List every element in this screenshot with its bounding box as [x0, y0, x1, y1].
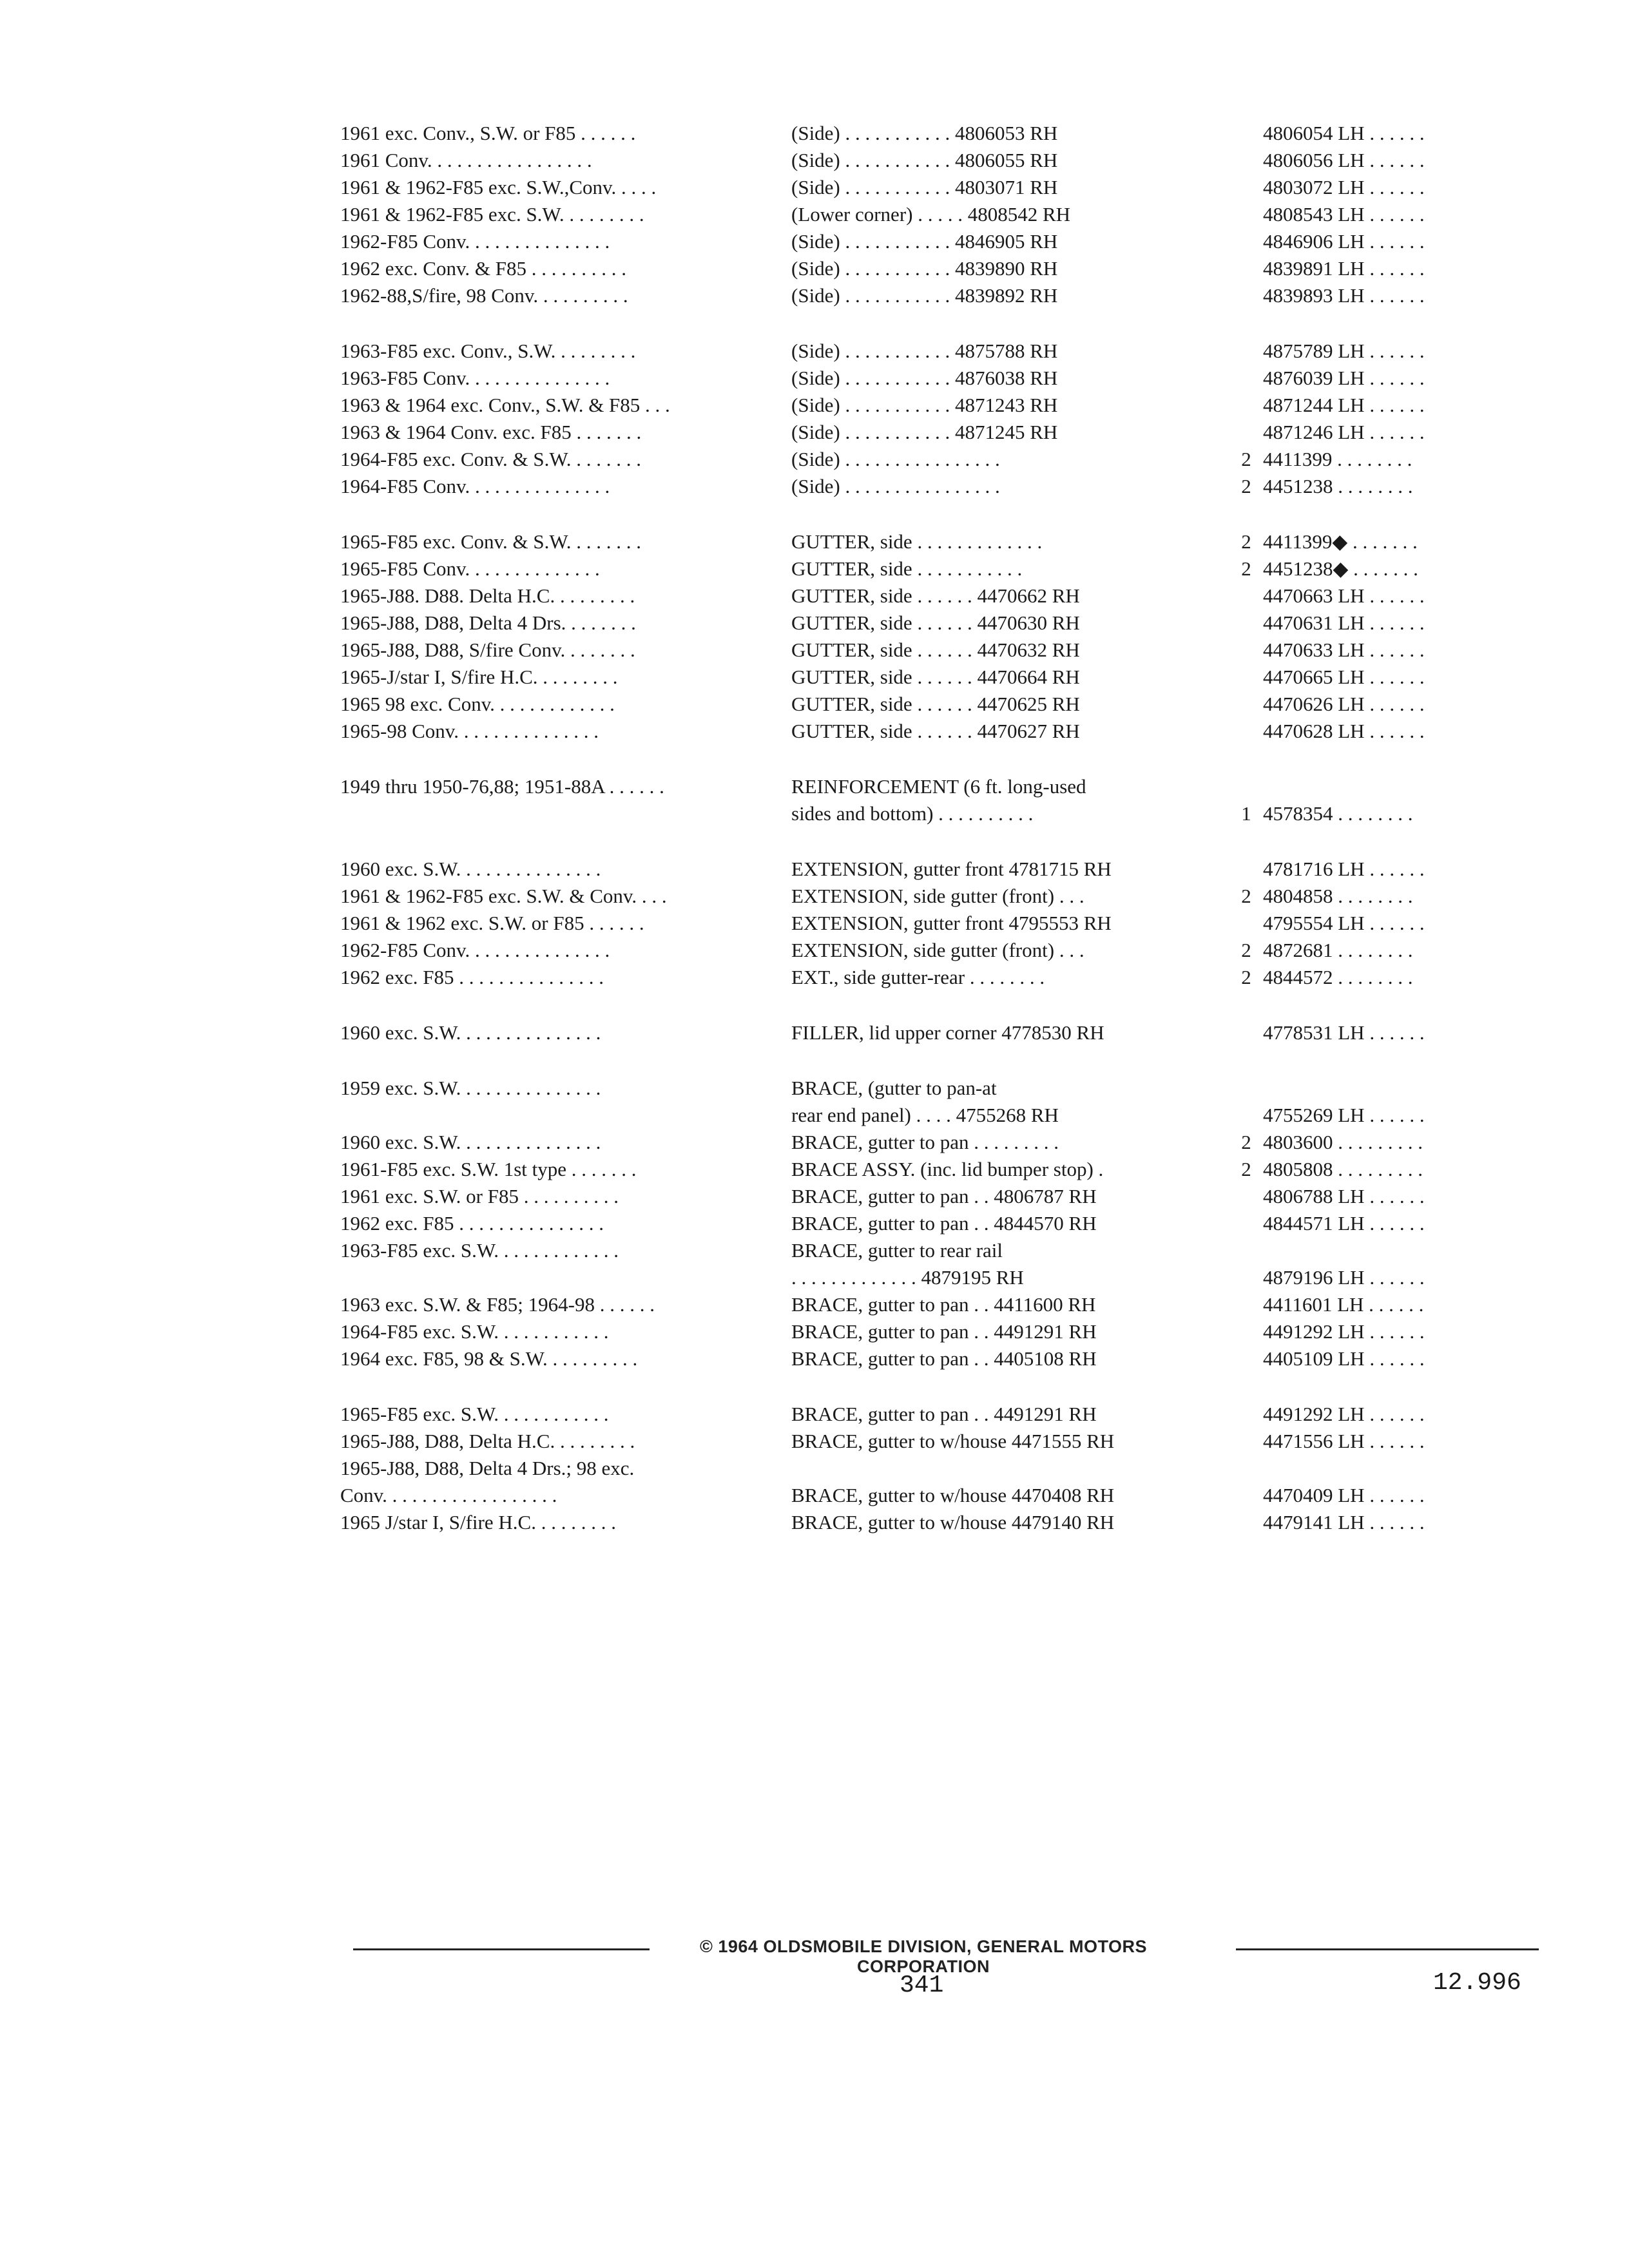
part-description-cell: BRACE, gutter to pan . . 4844570 RH: [791, 1212, 1097, 1235]
parts-row: [340, 582, 1539, 610]
parts-row: [340, 610, 1539, 637]
part-description-cell: (Side) . . . . . . . . . . . 4803071 RH: [791, 176, 1058, 198]
quantity-cell: 2: [1241, 966, 1251, 988]
model-year-cell: 1965-J88. D88. Delta H.C. . . . . . . . .: [340, 584, 635, 607]
model-year-cell: 1961 & 1962 exc. S.W. or F85 . . . . . .: [340, 912, 644, 934]
left-hand-part-cell: 4803072 LH . . . . . .: [1263, 176, 1425, 198]
quantity-cell: 2: [1241, 885, 1251, 907]
left-hand-part-cell: 4470663 LH . . . . . .: [1263, 584, 1425, 607]
quantity-cell: 2: [1241, 1158, 1251, 1180]
left-hand-part-cell: 4806788 LH . . . . . .: [1263, 1185, 1425, 1207]
parts-row: [340, 282, 1539, 309]
left-hand-part-cell: 4470633 LH . . . . . .: [1263, 639, 1425, 661]
part-description-cell: BRACE, gutter to pan . . 4411600 RH: [791, 1293, 1096, 1316]
parts-row: [340, 883, 1539, 910]
quantity-cell: 2: [1241, 448, 1251, 470]
part-description-cell: BRACE, (gutter to pan-at: [791, 1077, 997, 1099]
parts-row: [340, 1318, 1539, 1345]
parts-row: [340, 1075, 1539, 1102]
left-hand-part-cell: 4470628 LH . . . . . .: [1263, 720, 1425, 742]
model-year-cell: 1965-F85 exc. S.W. . . . . . . . . . . .: [340, 1403, 609, 1425]
model-year-cell: 1965 98 exc. Conv. . . . . . . . . . . . .: [340, 693, 615, 715]
left-hand-part-cell: 4806054 LH . . . . . .: [1263, 122, 1425, 144]
quantity-cell: 2: [1241, 475, 1251, 497]
left-hand-part-cell: 4844571 LH . . . . . .: [1263, 1212, 1425, 1235]
left-hand-part-cell: 4795554 LH . . . . . .: [1263, 912, 1425, 934]
parts-row: [340, 691, 1539, 718]
model-year-cell: 1963-F85 exc. S.W. . . . . . . . . . . . .: [340, 1239, 619, 1262]
part-description-cell: GUTTER, side . . . . . . 4470625 RH: [791, 693, 1080, 715]
parts-row: [340, 1509, 1539, 1536]
parts-row: [340, 201, 1539, 228]
parts-row: [340, 1210, 1539, 1237]
model-year-cell: 1963 & 1964 exc. Conv., S.W. & F85 . . .: [340, 394, 670, 416]
parts-row: [340, 1102, 1539, 1129]
part-description-cell: GUTTER, side . . . . . . . . . . . . .: [791, 530, 1043, 553]
left-hand-part-cell: 4803600 . . . . . . . . .: [1263, 1131, 1423, 1153]
parts-row: [340, 773, 1539, 800]
part-description-cell: GUTTER, side . . . . . . 4470627 RH: [791, 720, 1080, 742]
quantity-cell: 2: [1241, 1131, 1251, 1153]
part-description-cell: GUTTER, side . . . . . . 4470632 RH: [791, 639, 1080, 661]
left-hand-part-cell: 4839893 LH . . . . . .: [1263, 284, 1425, 307]
left-hand-part-cell: 4411399◆ . . . . . . .: [1263, 530, 1418, 553]
parts-row: [340, 555, 1539, 582]
footer-rule-right: [1236, 1948, 1539, 1950]
model-year-cell: 1965-98 Conv. . . . . . . . . . . . . . .: [340, 720, 599, 742]
left-hand-part-cell: 4805808 . . . . . . . . .: [1263, 1158, 1423, 1180]
model-year-cell: 1960 exc. S.W. . . . . . . . . . . . . . .: [340, 1131, 601, 1153]
parts-row: [340, 1019, 1539, 1046]
parts-row: [340, 228, 1539, 255]
model-year-cell: 1963 & 1964 Conv. exc. F85 . . . . . . .: [340, 421, 642, 443]
left-hand-part-cell: 4491292 LH . . . . . .: [1263, 1320, 1425, 1343]
left-hand-part-cell: 4470626 LH . . . . . .: [1263, 693, 1425, 715]
part-description-cell: BRACE, gutter to pan . . 4405108 RH: [791, 1347, 1097, 1370]
model-year-cell: 1960 exc. S.W. . . . . . . . . . . . . . .: [340, 1021, 601, 1044]
part-description-cell: REINFORCEMENT (6 ft. long-used: [791, 775, 1086, 798]
model-year-cell: 1965 J/star I, S/fire H.C. . . . . . . . .: [340, 1511, 616, 1533]
left-hand-part-cell: 4471556 LH . . . . . .: [1263, 1430, 1425, 1452]
part-description-cell: sides and bottom) . . . . . . . . . .: [791, 802, 1034, 825]
parts-row: [340, 1401, 1539, 1428]
left-hand-part-cell: 4806056 LH . . . . . .: [1263, 149, 1425, 171]
left-hand-part-cell: 4479141 LH . . . . . .: [1263, 1511, 1425, 1533]
part-description-cell: GUTTER, side . . . . . . . . . . .: [791, 557, 1023, 580]
part-description-cell: (Side) . . . . . . . . . . . 4806053 RH: [791, 122, 1058, 144]
quantity-cell: 2: [1241, 939, 1251, 961]
left-hand-part-cell: 4491292 LH . . . . . .: [1263, 1403, 1425, 1425]
model-year-cell: 1962-F85 Conv. . . . . . . . . . . . . . .: [340, 230, 610, 253]
part-description-cell: (Side) . . . . . . . . . . . 4871245 RH: [791, 421, 1058, 443]
part-description-cell: (Lower corner) . . . . . 4808542 RH: [791, 203, 1071, 226]
model-year-cell: 1963-F85 exc. Conv., S.W. . . . . . . . .: [340, 340, 636, 362]
model-year-cell: 1965-F85 Conv. . . . . . . . . . . . . .: [340, 557, 600, 580]
model-year-cell: 1961 & 1962-F85 exc. S.W.,Conv. . . . .: [340, 176, 657, 198]
parts-row: [340, 964, 1539, 991]
parts-row: [340, 664, 1539, 691]
parts-row: [340, 1129, 1539, 1156]
left-hand-part-cell: 4871246 LH . . . . . .: [1263, 421, 1425, 443]
part-description-cell: EXTENSION, gutter front 4781715 RH: [791, 858, 1112, 880]
parts-row: [340, 338, 1539, 365]
left-hand-part-cell: 4844572 . . . . . . . .: [1263, 966, 1413, 988]
model-year-cell: 1965-F85 exc. Conv. & S.W. . . . . . . .: [340, 530, 642, 553]
left-hand-part-cell: 4470631 LH . . . . . .: [1263, 611, 1425, 634]
model-year-cell: 1965-J88, D88, S/fire Conv. . . . . . . .: [340, 639, 635, 661]
part-description-cell: BRACE, gutter to w/house 4470408 RH: [791, 1484, 1115, 1506]
parts-row: [340, 147, 1539, 174]
model-year-cell: 1965-J/star I, S/fire H.C. . . . . . . . .: [340, 666, 618, 688]
part-description-cell: EXTENSION, side gutter (front) . . .: [791, 885, 1084, 907]
left-hand-part-cell: 4411601 LH . . . . . .: [1263, 1293, 1424, 1316]
parts-row: [340, 1264, 1539, 1291]
model-year-cell: 1965-J88, D88, Delta H.C. . . . . . . . .: [340, 1430, 635, 1452]
parts-group: [340, 773, 1539, 827]
model-year-cell: 1962-F85 Conv. . . . . . . . . . . . . . .: [340, 939, 610, 961]
model-year-cell: 1965-J88, D88, Delta 4 Drs. . . . . . . .: [340, 611, 636, 634]
model-year-cell: 1963 exc. S.W. & F85; 1964-98 . . . . . .: [340, 1293, 655, 1316]
left-hand-part-cell: 4839891 LH . . . . . .: [1263, 257, 1425, 280]
left-hand-part-cell: 4872681 . . . . . . . .: [1263, 939, 1413, 961]
part-description-cell: GUTTER, side . . . . . . 4470630 RH: [791, 611, 1080, 634]
parts-row: [340, 365, 1539, 392]
model-year-cell: 1961 & 1962-F85 exc. S.W. & Conv. . . .: [340, 885, 667, 907]
model-year-cell: 1960 exc. S.W. . . . . . . . . . . . . . .: [340, 858, 601, 880]
copyright-notice: © 1964 OLDSMOBILE DIVISION, GENERAL MOTORS CORPORATION: [699, 1937, 1147, 1976]
model-year-cell: 1949 thru 1950-76,88; 1951-88A . . . . . .: [340, 775, 664, 798]
model-year-cell: 1962 exc. Conv. & F85 . . . . . . . . . .: [340, 257, 627, 280]
parts-row: [340, 1455, 1539, 1482]
part-description-cell: BRACE, gutter to pan . . 4491291 RH: [791, 1403, 1097, 1425]
parts-row: [340, 1183, 1539, 1210]
parts-group: [340, 856, 1539, 991]
quantity-cell: 2: [1241, 557, 1251, 580]
left-hand-part-cell: 4778531 LH . . . . . .: [1263, 1021, 1425, 1044]
parts-row: [340, 718, 1539, 745]
part-description-cell: BRACE ASSY. (inc. lid bumper stop) .: [791, 1158, 1104, 1180]
part-description-cell: EXTENSION, gutter front 4795553 RH: [791, 912, 1112, 934]
part-description-cell: rear end panel) . . . . 4755268 RH: [791, 1104, 1059, 1126]
left-hand-part-cell: 4781716 LH . . . . . .: [1263, 858, 1425, 880]
left-hand-part-cell: 4411399 . . . . . . . .: [1263, 448, 1412, 470]
part-description-cell: (Side) . . . . . . . . . . . 4806055 RH: [791, 149, 1058, 171]
parts-row: [340, 856, 1539, 883]
left-hand-part-cell: 4846906 LH . . . . . .: [1263, 230, 1425, 253]
parts-row: [340, 419, 1539, 446]
footer-rule-left: [353, 1948, 650, 1950]
model-year-cell: 1964-F85 exc. S.W. . . . . . . . . . . .: [340, 1320, 609, 1343]
left-hand-part-cell: 4405109 LH . . . . . .: [1263, 1347, 1425, 1370]
part-description-cell: EXTENSION, side gutter (front) . . .: [791, 939, 1084, 961]
parts-row: [340, 1345, 1539, 1372]
part-description-cell: GUTTER, side . . . . . . 4470662 RH: [791, 584, 1080, 607]
part-description-cell: EXT., side gutter-rear . . . . . . . .: [791, 966, 1045, 988]
parts-row: [340, 1482, 1539, 1509]
part-description-cell: (Side) . . . . . . . . . . . . . . . .: [791, 475, 1000, 497]
parts-row: [340, 255, 1539, 282]
model-year-cell: 1964 exc. F85, 98 & S.W. . . . . . . . . .: [340, 1347, 638, 1370]
parts-row: [340, 174, 1539, 201]
model-year-cell: 1962 exc. F85 . . . . . . . . . . . . . . .: [340, 1212, 604, 1235]
model-year-cell: Conv. . . . . . . . . . . . . . . . . .: [340, 1484, 557, 1506]
left-hand-part-cell: 4804858 . . . . . . . .: [1263, 885, 1413, 907]
parts-row: [340, 1291, 1539, 1318]
quantity-cell: 2: [1241, 530, 1251, 553]
model-year-cell: 1962-88,S/fire, 98 Conv. . . . . . . . . .: [340, 284, 628, 307]
parts-group: [340, 1075, 1539, 1372]
left-hand-part-cell: 4879196 LH . . . . . .: [1263, 1266, 1425, 1289]
left-hand-part-cell: 4470409 LH . . . . . .: [1263, 1484, 1425, 1506]
parts-row: [340, 473, 1539, 500]
parts-row: [340, 1156, 1539, 1183]
model-year-cell: 1959 exc. S.W. . . . . . . . . . . . . . .: [340, 1077, 601, 1099]
model-year-cell: 1964-F85 exc. Conv. & S.W. . . . . . . .: [340, 448, 642, 470]
parts-row: [340, 1237, 1539, 1264]
part-description-cell: FILLER, lid upper corner 4778530 RH: [791, 1021, 1104, 1044]
parts-row: [340, 120, 1539, 147]
parts-row: [340, 910, 1539, 937]
part-description-cell: BRACE, gutter to w/house 4479140 RH: [791, 1511, 1115, 1533]
model-year-cell: 1961-F85 exc. S.W. 1st type . . . . . . .: [340, 1158, 637, 1180]
part-description-cell: (Side) . . . . . . . . . . . 4839890 RH: [791, 257, 1058, 280]
model-year-cell: 1961 exc. Conv., S.W. or F85 . . . . . .: [340, 122, 636, 144]
parts-row: [340, 446, 1539, 473]
left-hand-part-cell: 4451238◆ . . . . . . .: [1263, 557, 1418, 580]
model-year-cell: 1964-F85 Conv. . . . . . . . . . . . . . .: [340, 475, 610, 497]
left-hand-part-cell: 4808543 LH . . . . . .: [1263, 203, 1425, 226]
part-description-cell: BRACE, gutter to pan . . . . . . . . .: [791, 1131, 1059, 1153]
part-description-cell: (Side) . . . . . . . . . . . 4876038 RH: [791, 367, 1058, 389]
model-year-cell: 1961 Conv. . . . . . . . . . . . . . . . .: [340, 149, 592, 171]
parts-group: [340, 528, 1539, 745]
part-description-cell: BRACE, gutter to rear rail: [791, 1239, 1003, 1262]
part-description-cell: (Side) . . . . . . . . . . . 4846905 RH: [791, 230, 1058, 253]
model-year-cell: 1961 exc. S.W. or F85 . . . . . . . . . .: [340, 1185, 619, 1207]
parts-row: [340, 637, 1539, 664]
part-description-cell: GUTTER, side . . . . . . 4470664 RH: [791, 666, 1080, 688]
left-hand-part-cell: 4755269 LH . . . . . .: [1263, 1104, 1425, 1126]
part-description-cell: BRACE, gutter to pan . . 4806787 RH: [791, 1185, 1097, 1207]
parts-row: [340, 528, 1539, 555]
left-hand-part-cell: 4876039 LH . . . . . .: [1263, 367, 1425, 389]
part-description-cell: (Side) . . . . . . . . . . . 4839892 RH: [791, 284, 1058, 307]
left-hand-part-cell: 4578354 . . . . . . . .: [1263, 802, 1413, 825]
left-hand-part-cell: 4451238 . . . . . . . .: [1263, 475, 1413, 497]
parts-row: [340, 1428, 1539, 1455]
parts-row: [340, 800, 1539, 827]
quantity-cell: 1: [1241, 802, 1251, 825]
part-description-cell: (Side) . . . . . . . . . . . . . . . .: [791, 448, 1000, 470]
parts-group: [340, 1019, 1539, 1046]
left-hand-part-cell: 4875789 LH . . . . . .: [1263, 340, 1425, 362]
left-hand-part-cell: 4871244 LH . . . . . .: [1263, 394, 1425, 416]
model-year-cell: 1965-J88, D88, Delta 4 Drs.; 98 exc.: [340, 1457, 635, 1479]
model-year-cell: 1963-F85 Conv. . . . . . . . . . . . . . .: [340, 367, 610, 389]
part-description-cell: BRACE, gutter to pan . . 4491291 RH: [791, 1320, 1097, 1343]
parts-group: [340, 1401, 1539, 1536]
parts-row: [340, 392, 1539, 419]
parts-list: [340, 120, 1539, 1564]
reference-number: 12.996: [1433, 1969, 1521, 1997]
part-description-cell: (Side) . . . . . . . . . . . 4871243 RH: [791, 394, 1058, 416]
part-description-cell: . . . . . . . . . . . . . 4879195 RH: [791, 1266, 1024, 1289]
page-number: 341: [900, 1972, 944, 1999]
parts-group: [340, 338, 1539, 500]
part-description-cell: (Side) . . . . . . . . . . . 4875788 RH: [791, 340, 1058, 362]
parts-row: [340, 937, 1539, 964]
part-description-cell: BRACE, gutter to w/house 4471555 RH: [791, 1430, 1115, 1452]
model-year-cell: 1961 & 1962-F85 exc. S.W. . . . . . . . .: [340, 203, 644, 226]
parts-group: [340, 120, 1539, 309]
left-hand-part-cell: 4470665 LH . . . . . .: [1263, 666, 1425, 688]
model-year-cell: 1962 exc. F85 . . . . . . . . . . . . . . .: [340, 966, 604, 988]
